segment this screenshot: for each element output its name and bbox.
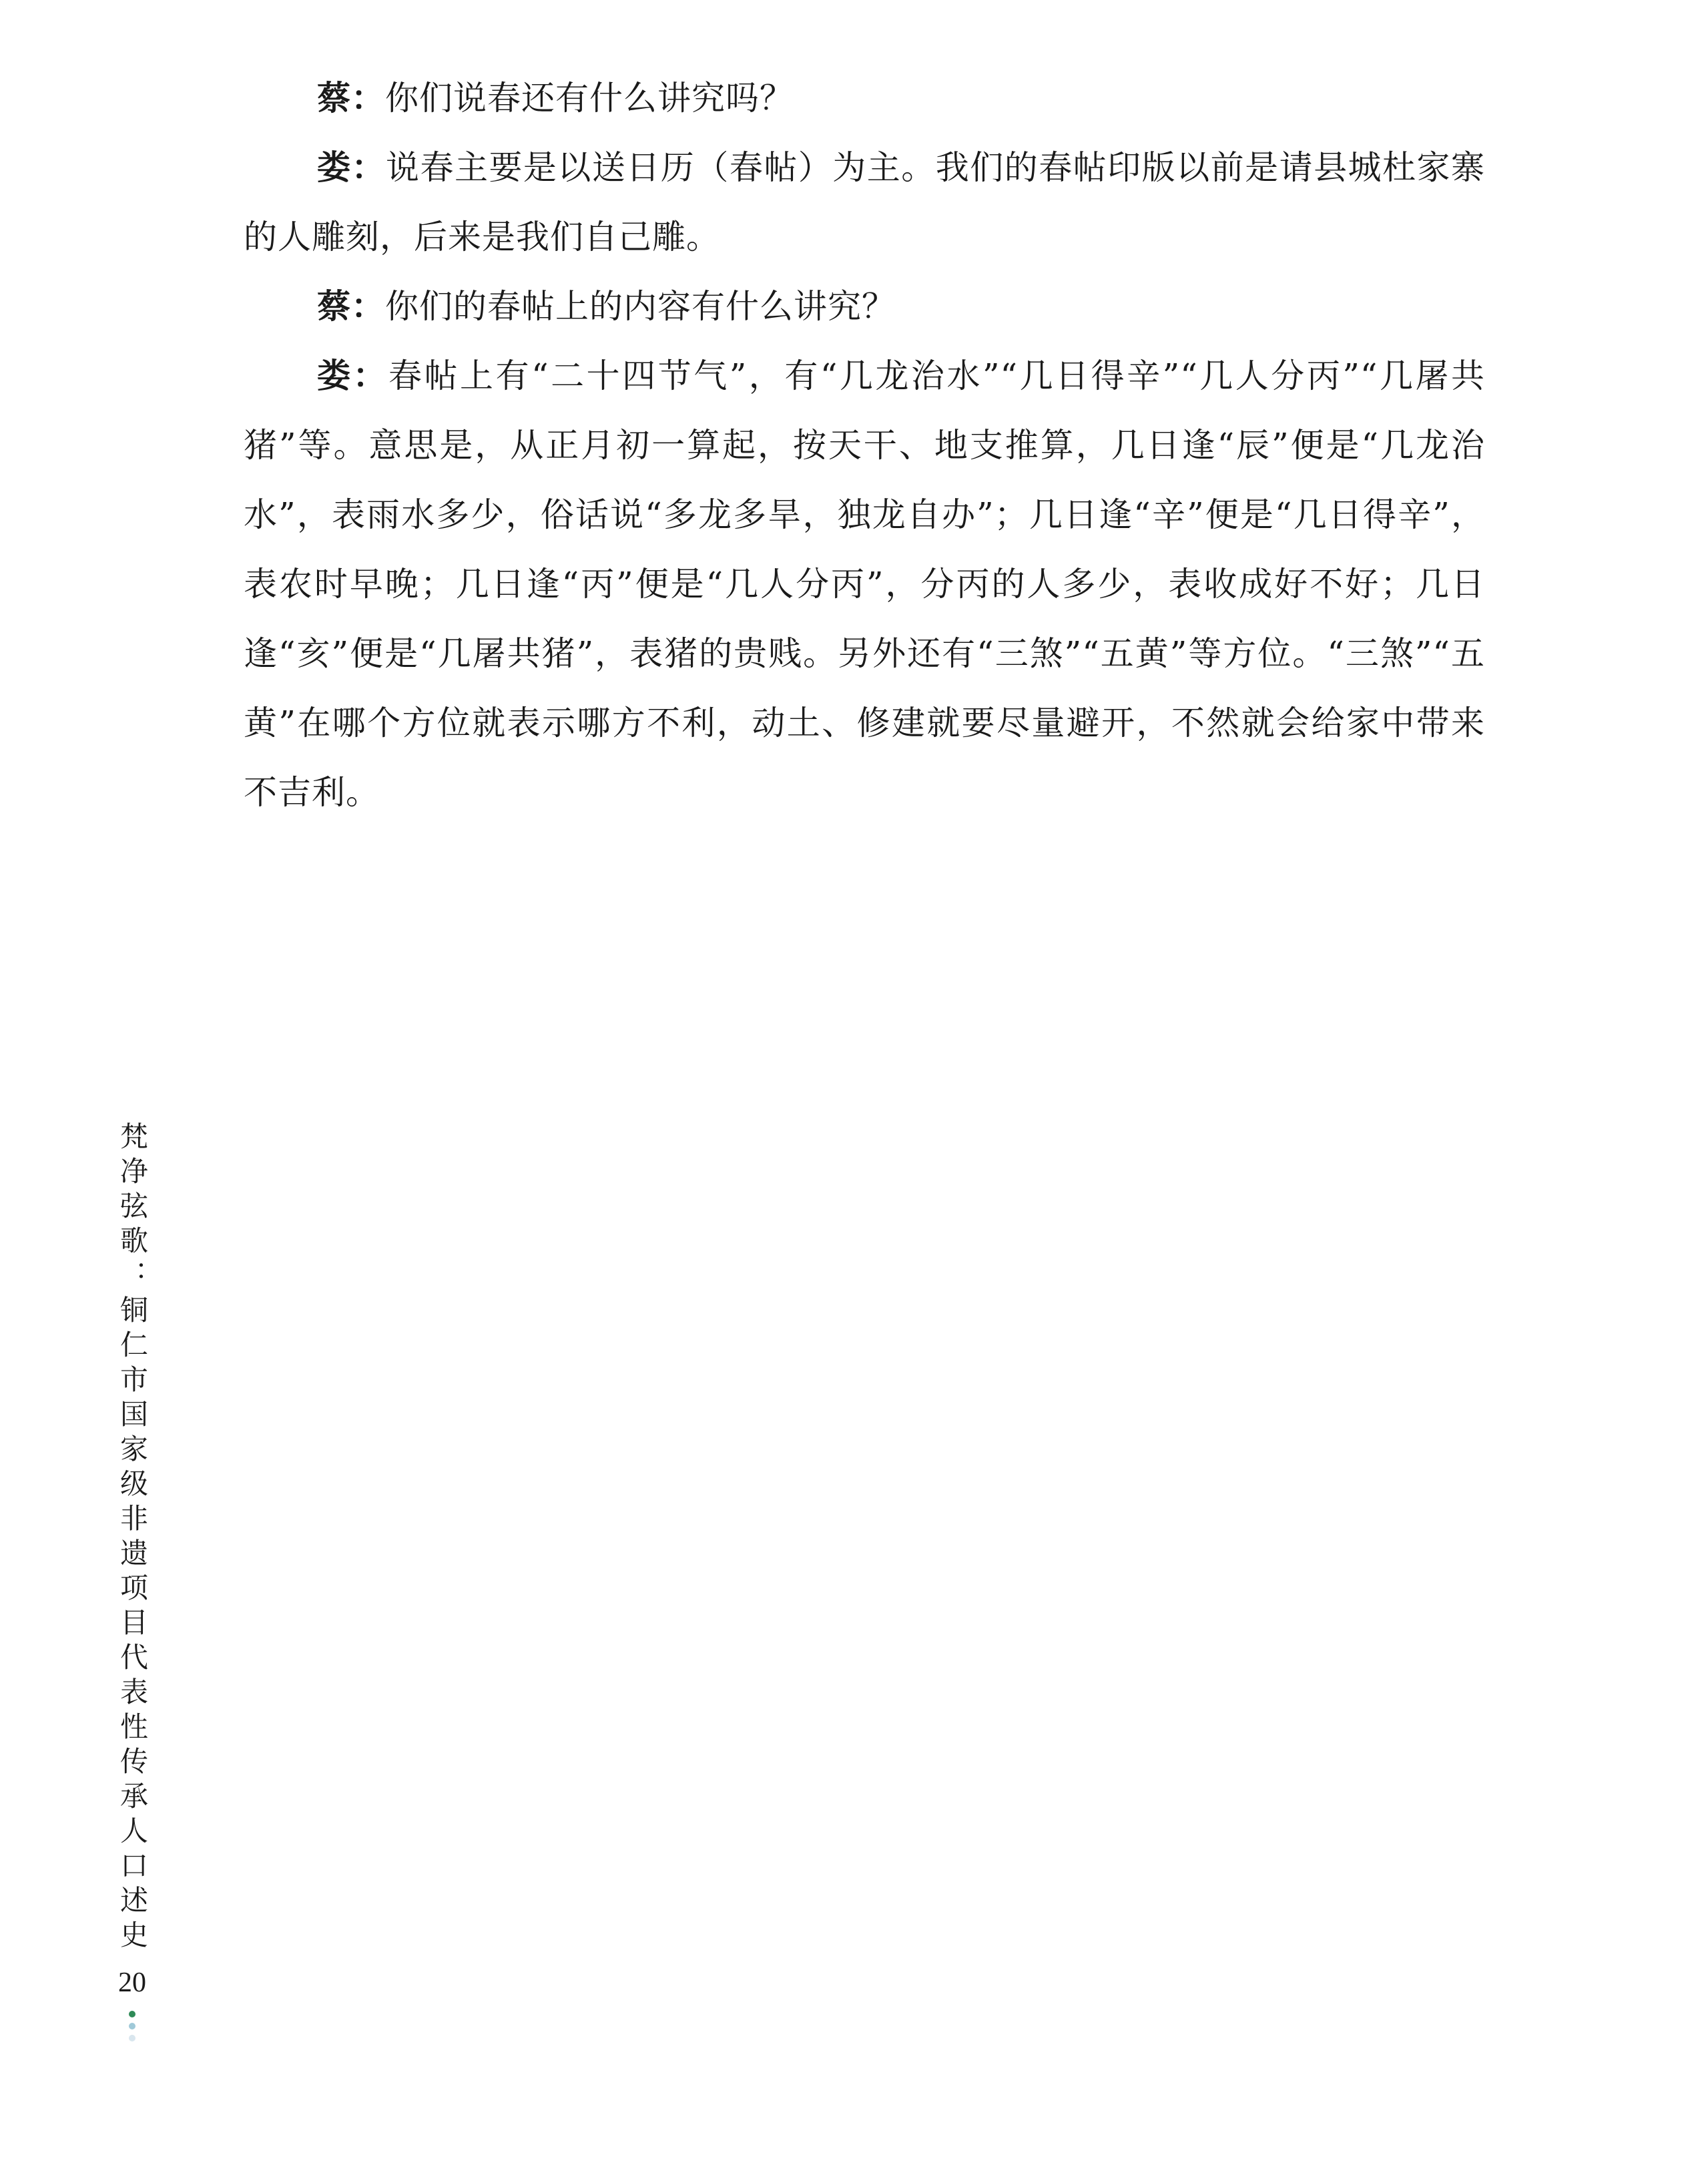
dialogue-paragraph (244, 133, 1485, 272)
dialogue-text: 春帖上有“二十四节气”，有“几龙治水”“几日得辛”“几人分丙”“几屠共猪”等。意思是，从正月初一算起，按天干、地支推算，几日逢“辰”便是“几龙治水”，表雨水多少，俗话说“多龙多旱，独龙自办”；几日逢“辛”便是“几日得辛”，表农时早晚；几日逢“丙”便是“几人分丙”，分丙的人多少，表收成好不好；几日逢“亥”便是“几屠共猪”，表猪的贵贱。另外还有“三煞”“五黄”等方位。“三煞”“五黄”在哪个方位就表示哪方不利，动土、修建就要尽量避开，不然就会给家中带来不吉利。 (244, 356, 1485, 812)
dialogue-paragraph (244, 272, 1485, 341)
dialogue-text: 说春主要是以送日历（春帖）为主。我们的春帖印版以前是请县城杜家寨的人雕刻，后来是我们自己雕。 (244, 148, 1486, 256)
dialogue-text: 你们说春还有什么讲究吗？ (385, 79, 794, 117)
dialogue-paragraph (244, 63, 1485, 133)
speaker-label: 蔡： (317, 287, 385, 326)
decorative-dot (129, 2011, 135, 2017)
decorative-dot (129, 2023, 135, 2029)
page-number: 20 (118, 1967, 146, 1998)
book-title-vertical: 梵净弦歌：铜仁市国家级非遗项目代表性传承人口述史 (116, 1122, 149, 1955)
decorative-dots (129, 2008, 135, 2044)
speaker-label: 蔡： (317, 79, 385, 117)
dialogue-paragraph (244, 341, 1485, 827)
decorative-dot (129, 2035, 135, 2041)
speaker-label: 娄： (317, 148, 386, 187)
main-text (244, 63, 1485, 827)
speaker-label: 娄： (317, 356, 389, 395)
page-sidebar (112, 1122, 152, 2044)
dialogue-text: 你们的春帖上的内容有什么讲究？ (385, 287, 896, 326)
